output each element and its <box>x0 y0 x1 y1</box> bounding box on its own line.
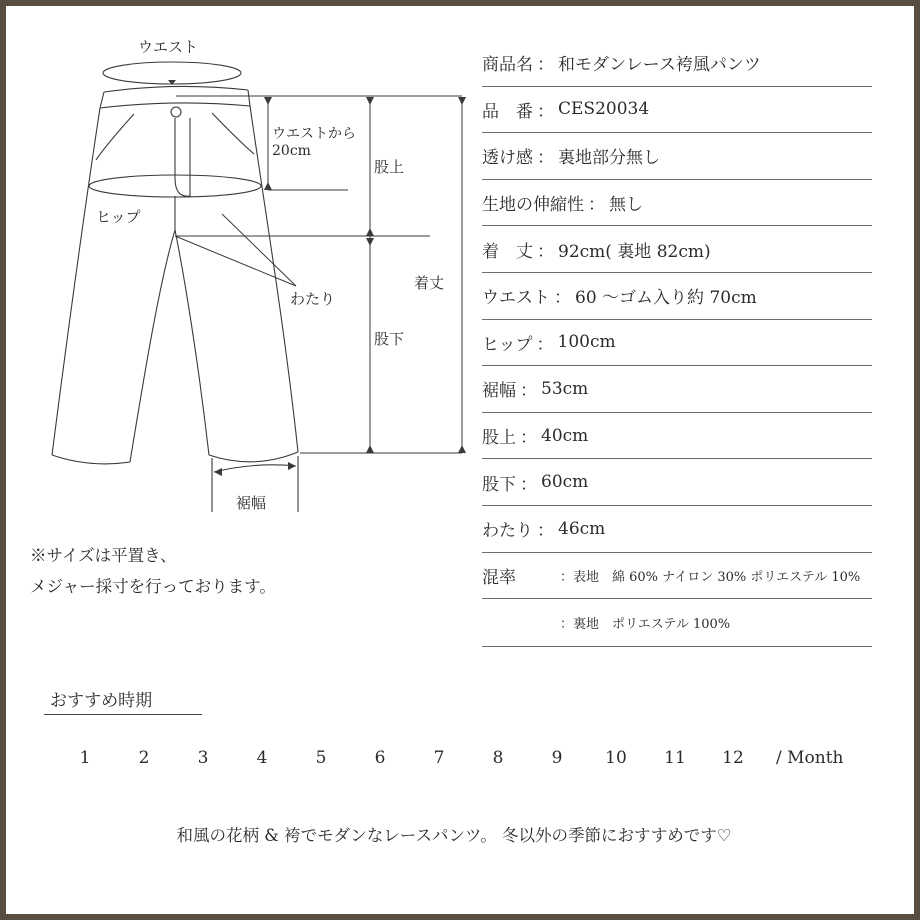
spec-separator: ： <box>536 334 554 355</box>
month-label: 6 <box>374 748 386 768</box>
label-rise: 股上 <box>374 158 405 176</box>
spec-separator: ： <box>588 195 605 216</box>
spec-value: 60 ～ゴム入り約 70cm <box>575 288 757 309</box>
month-label: 7 <box>433 748 445 768</box>
spec-value: 60cm <box>541 472 589 493</box>
tagline: 和風の花柄 & 袴でモダンなレースパンツ。 冬以外の季節におすすめです♡ <box>176 826 732 845</box>
spec-value: 53cm <box>541 378 589 399</box>
spec-value: 100cm <box>557 332 616 353</box>
spec-row-length <box>482 226 872 273</box>
spec-row-waist <box>482 273 872 320</box>
label-thigh: わたり <box>290 290 336 308</box>
spec-table <box>482 40 872 647</box>
spec-row-rise <box>482 413 872 460</box>
month-label: 3 <box>197 748 209 768</box>
label-inseam: 股下 <box>374 330 405 348</box>
label-waist-to: ウエストから <box>272 126 356 142</box>
month-label: 11 <box>664 748 686 768</box>
season-underline <box>44 714 202 715</box>
spec-row-stretch <box>482 180 872 227</box>
spec-row-material <box>482 553 872 600</box>
spec-separator: ： <box>520 428 537 449</box>
spec-label: 商品名 <box>482 55 533 76</box>
spec-label: 股下 <box>482 474 516 495</box>
right-hem <box>209 452 298 462</box>
spec-label: 生地の伸縮性 <box>482 195 584 216</box>
label-waist: ウエスト <box>138 38 199 56</box>
month-label: 4 <box>256 748 268 768</box>
spec-value: 46cm <box>558 518 606 539</box>
spec-row-name <box>482 40 872 87</box>
month-label: 1 <box>79 748 91 768</box>
month-label: 8 <box>492 748 504 768</box>
spec-separator: ： <box>537 55 554 76</box>
spec-label: ウエスト <box>482 288 550 309</box>
spec-row-hem <box>482 366 872 413</box>
spec-row-sheerness <box>482 133 872 180</box>
season-title: おすすめ時期 <box>50 691 153 711</box>
spec-separator: ： <box>554 288 571 309</box>
spec-label: 股上 <box>482 428 516 449</box>
month-label: 10 <box>605 748 627 768</box>
spec-label: 着 丈 <box>482 241 533 262</box>
month-label: 2 <box>138 748 150 768</box>
spec-row-thigh <box>482 506 872 553</box>
spec-value: 92cm( 裏地 82cm) <box>558 241 711 262</box>
spec-separator: ： <box>520 474 537 495</box>
label-hem: 裾幅 <box>236 494 267 512</box>
measurement-note <box>30 540 276 602</box>
spec-label: 透け感 <box>482 148 533 169</box>
spec-value-outer: ：表地 綿 60% ナイロン 30% ポリエステル 10% <box>560 569 861 585</box>
month-unit: / Month <box>776 748 844 768</box>
spec-value: CES20034 <box>558 99 650 120</box>
spec-label: 混率 <box>482 567 516 588</box>
left-pocket <box>96 114 134 160</box>
spec-separator: ： <box>537 148 554 169</box>
spec-value: 無し <box>609 195 643 216</box>
left-hem <box>52 455 130 464</box>
spec-value-lining: ：裏地 ポリエステル 100% <box>560 617 731 633</box>
spec-value: 40cm <box>541 425 589 446</box>
waistband-top <box>104 86 248 92</box>
month-label: 12 <box>722 748 744 768</box>
label-hip: ヒップ <box>96 208 141 226</box>
month-label: 5 <box>315 748 327 768</box>
spec-row-lining <box>482 599 872 647</box>
spec-separator: ： <box>520 381 537 402</box>
spec-row-inseam <box>482 459 872 506</box>
button-icon <box>171 107 181 117</box>
spec-value: 和モダンレース袴風パンツ <box>558 55 761 76</box>
label-waist-to-cm: 20cm <box>272 143 311 159</box>
left-leg-outer <box>52 108 100 455</box>
note-line-2: メジャー採寸を行っております。 <box>30 577 276 596</box>
spec-value: 裏地部分無し <box>558 148 660 169</box>
note-line-1: ※サイズは平置き、 <box>30 546 177 565</box>
spec-label: わたり <box>482 521 533 542</box>
left-leg-inner <box>130 230 175 462</box>
spec-label: ヒップ <box>482 334 533 355</box>
spec-separator: ： <box>537 521 554 542</box>
spec-label: 品 番 <box>482 101 533 122</box>
fly <box>175 118 190 196</box>
spec-row-code <box>482 87 872 134</box>
month-label: 9 <box>551 748 563 768</box>
right-pocket <box>212 113 254 154</box>
spec-label: 裾幅 <box>482 381 516 402</box>
spec-row-hip <box>482 320 872 367</box>
spec-separator: ： <box>537 101 554 122</box>
right-leg-inner <box>175 230 209 455</box>
month-row <box>0 748 920 772</box>
label-length: 着丈 <box>414 274 445 292</box>
spec-separator: ： <box>537 241 554 262</box>
